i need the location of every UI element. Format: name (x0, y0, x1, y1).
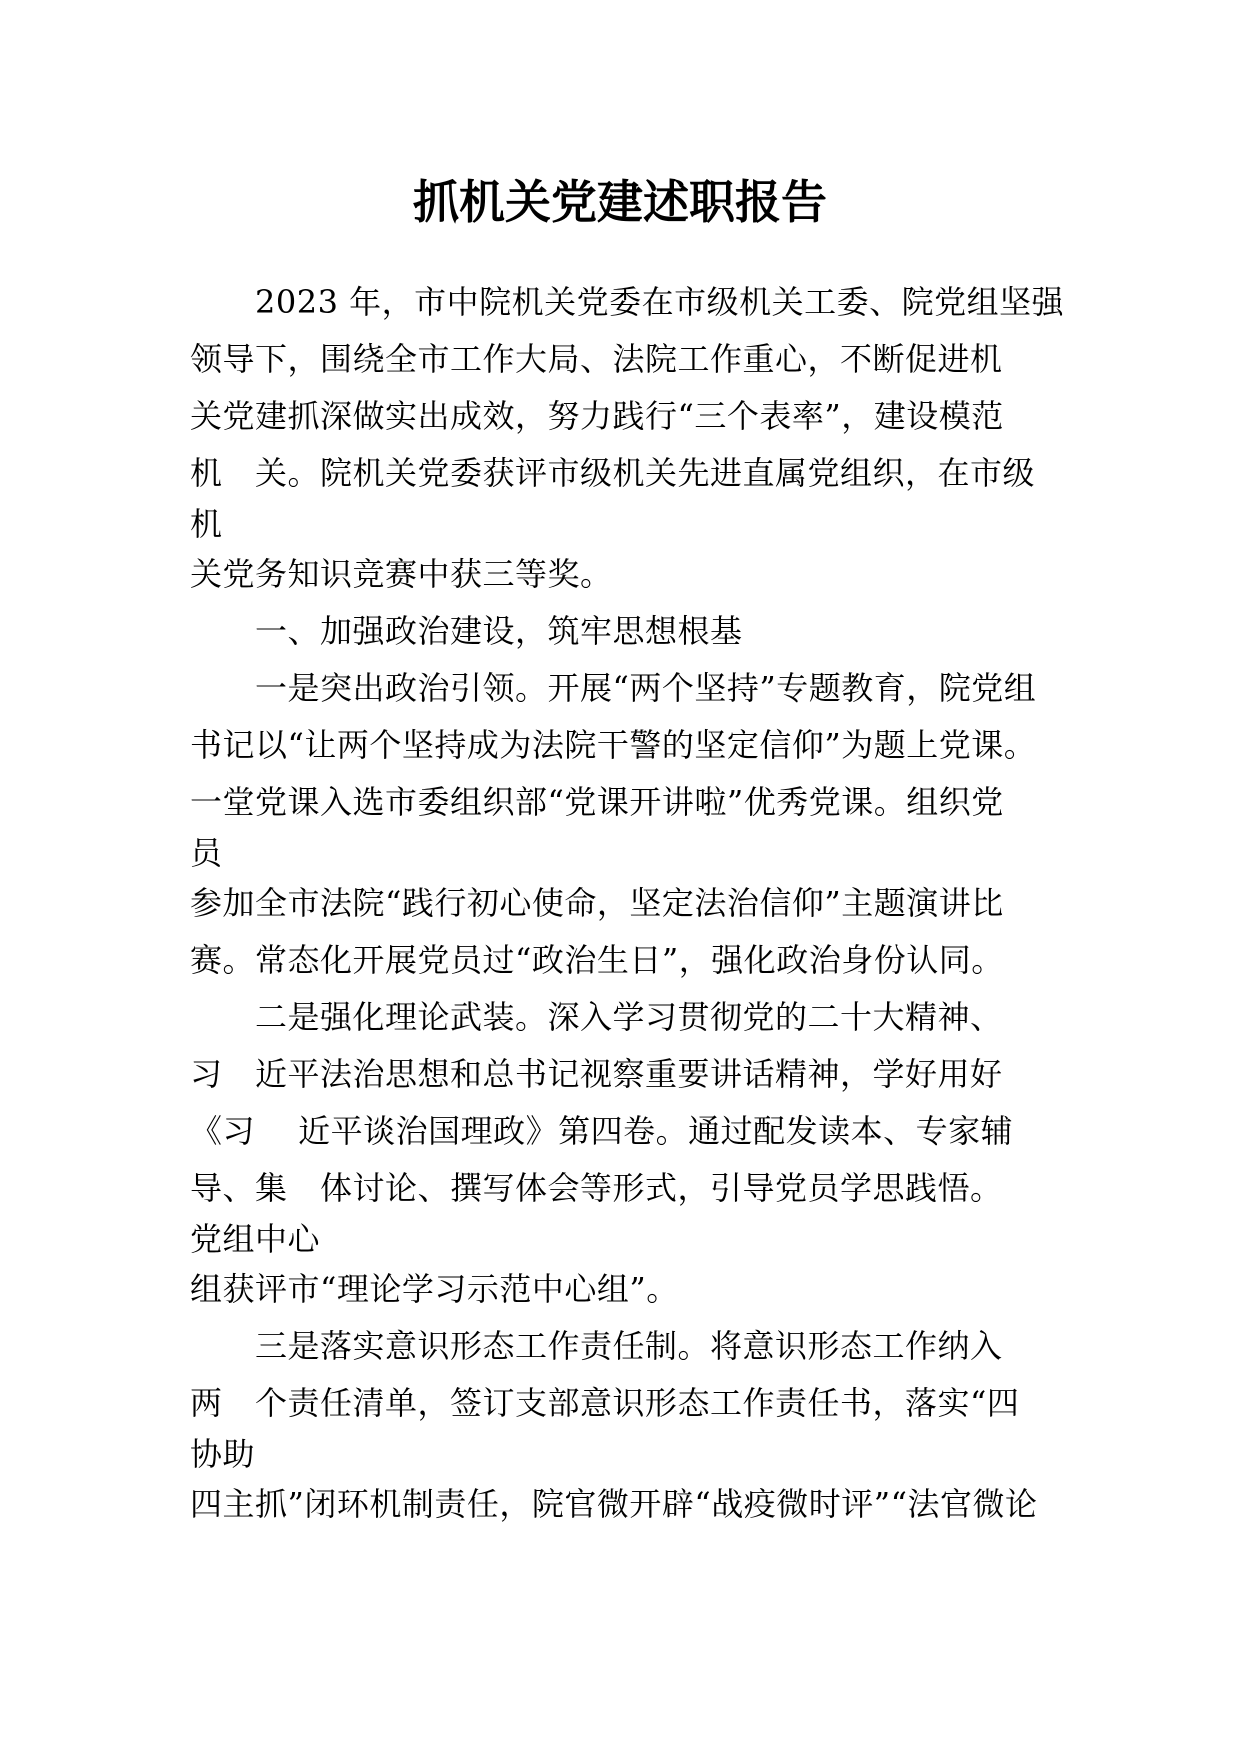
body-line: 领导下，围绕全市工作大局、法院工作重心，不断促进机 (190, 340, 1003, 378)
body-line: 组获评市“理论学习示范中心组”。 (190, 1270, 679, 1308)
body-line: 赛。常态化开展党员过“政治生日”，强化政治身份认同。 (190, 941, 1004, 979)
body-line: 党组中心 (190, 1220, 321, 1258)
document-title: 抓机关党建述职报告 (413, 175, 827, 229)
body-line: 参加全市法院“践行初心使命，坚定法治信仰”主题演讲比 (190, 884, 1004, 922)
body-line: 导、集 体讨论、撰写体会等形式，引导党员学思践悟。 (190, 1169, 1003, 1207)
body-line: 一是突出政治引领。开展“两个坚持”专题教育，院党组 (190, 669, 1037, 707)
body-line: 三是落实意识形态工作责任制。将意识形态工作纳入 (190, 1327, 1003, 1365)
body-line: 一堂党课入选市委组织部“党课开讲啦”优秀党课。组织党 (190, 783, 1004, 821)
body-line: 关党务知识竞赛中获三等奖。 (190, 555, 613, 593)
body-line: 机 关。院机关党委获评市级机关先进直属党组织，在市级 (190, 454, 1036, 492)
body-line: 机 (190, 505, 223, 543)
body-line: 书记以“让两个坚持成为法院干警的坚定信仰”为题上党课。 (190, 726, 1037, 764)
body-line: 《习 近平谈治国理政》第四卷。通过配发读本、专家辅 (190, 1112, 1014, 1150)
body-line: 员 (190, 834, 223, 872)
body-line: 四主抓”闭环机制责任，院官微开辟“战疫微时评”“法官微论 (190, 1485, 1038, 1523)
body-line: 两 个责任清单，签订支部意识形态工作责任书，落实“四 (190, 1384, 1020, 1422)
body-line: 二是强化理论武装。深入学习贯彻党的二十大精神、 (190, 998, 1003, 1036)
body-line: 关党建抓深做实出成效，努力践行“三个表率”，建设模范 (190, 397, 1004, 435)
section-heading: 一、加强政治建设，筑牢思想根基 (190, 612, 743, 650)
body-line: 协助 (190, 1435, 256, 1473)
body-line: 2023 年，市中院机关党委在市级机关工委、院党组坚强 (190, 283, 1065, 321)
body-line: 习 近平法治思想和总书记视察重要讲话精神，学好用好 (190, 1055, 1003, 1093)
